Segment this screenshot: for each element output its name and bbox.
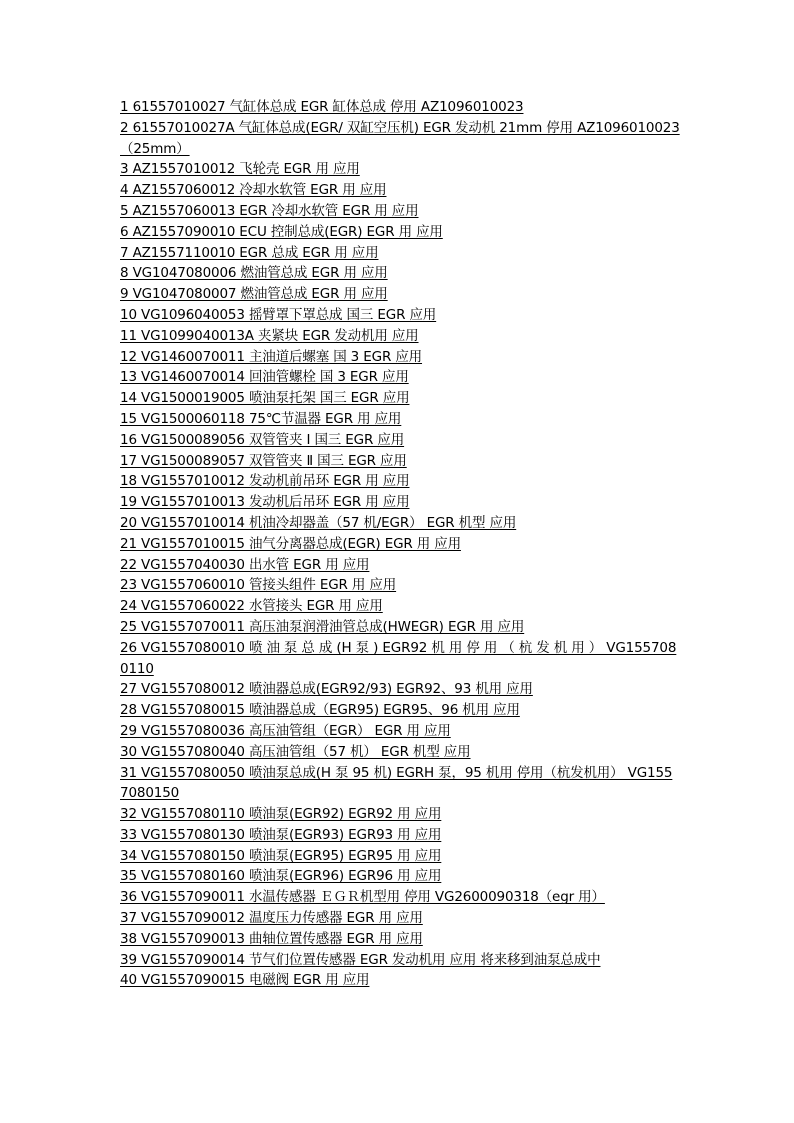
list-item: 30 VG1557080040 高压油管组（57 机） EGR 机型 应用	[120, 743, 471, 760]
list-item: 2 61557010027A 气缸体总成(EGR/ 双缸空压机) EGR 发动机 21mm 停用 AZ1096010023（25mm）	[120, 119, 680, 157]
list-item: 11 VG1099040013A 夹紧块 EGR 发动机用 应用	[120, 327, 419, 344]
list-item: 25 VG1557070011 高压油泵润滑油管总成(HWEGR) EGR 用 应用	[120, 618, 525, 635]
list-item: 26 VG1557080010 喷 油 泵 总 成 (H 泵 ) EGR92 机 用 停 用 （ 杭 发 机 用 ） VG1557080110	[120, 639, 677, 677]
list-item: 28 VG1557080015 喷油器总成（EGR95) EGR95、96 机用 应用	[120, 702, 520, 719]
list-item: 35 VG1557080160 喷油泵(EGR96) EGR96 用 应用	[120, 868, 442, 885]
list-item: 34 VG1557080150 喷油泵(EGR95) EGR95 用 应用	[120, 847, 442, 864]
list-item: 7 AZ1557110010 EGR 总成 EGR 用 应用	[120, 244, 379, 261]
list-item: 16 VG1500089056 双管管夹 I 国三 EGR 应用	[120, 431, 405, 448]
list-item: 23 VG1557060010 管接头组件 EGR 用 应用	[120, 577, 397, 594]
list-item: 3 AZ1557010012 飞轮壳 EGR 用 应用	[120, 161, 360, 178]
list-item: 19 VG1557010013 发动机后吊环 EGR 用 应用	[120, 494, 410, 511]
list-item: 21 VG1557010015 油气分离器总成(EGR) EGR 用 应用	[120, 535, 461, 552]
list-item: 33 VG1557080130 喷油泵(EGR93) EGR93 用 应用	[120, 826, 442, 843]
list-item: 9 VG1047080007 燃油管总成 EGR 用 应用	[120, 286, 388, 303]
list-item: 8 VG1047080006 燃油管总成 EGR 用 应用	[120, 265, 388, 282]
list-item: 36 VG1557090011 水温传感器 ＥＧＲ机型用 停用 VG2600090318（egr 用）	[120, 889, 605, 906]
list-item: 10 VG1096040053 摇臂罩下罩总成 国三 EGR 应用	[120, 306, 437, 323]
list-item: 6 AZ1557090010 ECU 控制总成(EGR) EGR 用 应用	[120, 223, 443, 240]
list-item: 18 VG1557010012 发动机前吊环 EGR 用 应用	[120, 473, 410, 490]
list-item: 31 VG1557080050 喷油泵总成(H 泵 95 机) EGRH 泵，95 机用 停用（杭发机用） VG1557080150	[120, 764, 673, 802]
list-item: 27 VG1557080012 喷油器总成(EGR92/93) EGR92、93 机用 应用	[120, 681, 533, 698]
list-item: 12 VG1460070011 主油道后螺塞 国 3 EGR 应用	[120, 348, 423, 365]
list-item: 15 VG1500060118 75℃节温器 EGR 用 应用	[120, 410, 402, 427]
list-item: 29 VG1557080036 高压油管组（EGR） EGR 用 应用	[120, 722, 451, 739]
list-item: 40 VG1557090015 电磁阀 EGR 用 应用	[120, 972, 370, 989]
list-item: 14 VG1500019005 喷油泵托架 国三 EGR 应用	[120, 390, 410, 407]
list-item: 17 VG1500089057 双管管夹 Ⅱ 国三 EGR 应用	[120, 452, 407, 469]
list-item: 39 VG1557090014 节气们位置传感器 EGR 发动机用 应用 将来移到油泵总成中	[120, 951, 601, 968]
list-item: 4 AZ1557060012 冷却水软管 EGR 用 应用	[120, 182, 387, 199]
list-item: 37 VG1557090012 温度压力传感器 EGR 用 应用	[120, 910, 423, 927]
list-item: 22 VG1557040030 出水管 EGR 用 应用	[120, 556, 370, 573]
list-item: 38 VG1557090013 曲轴位置传感器 EGR 用 应用	[120, 930, 423, 947]
list-item: 20 VG1557010014 机油冷却器盖（57 机/EGR） EGR 机型 应用	[120, 514, 517, 531]
list-item: 13 VG1460070014 回油管螺栓 国 3 EGR 应用	[120, 369, 409, 386]
list-item: 32 VG1557080110 喷油泵(EGR92) EGR92 用 应用	[120, 806, 442, 823]
list-item: 5 AZ1557060013 EGR 冷却水软管 EGR 用 应用	[120, 202, 419, 219]
parts-list	[120, 97, 680, 991]
list-item: 24 VG1557060022 水管接头 EGR 用 应用	[120, 598, 383, 615]
list-item: 1 61557010027 气缸体总成 EGR 缸体总成 停用 AZ1096010023	[120, 99, 524, 115]
